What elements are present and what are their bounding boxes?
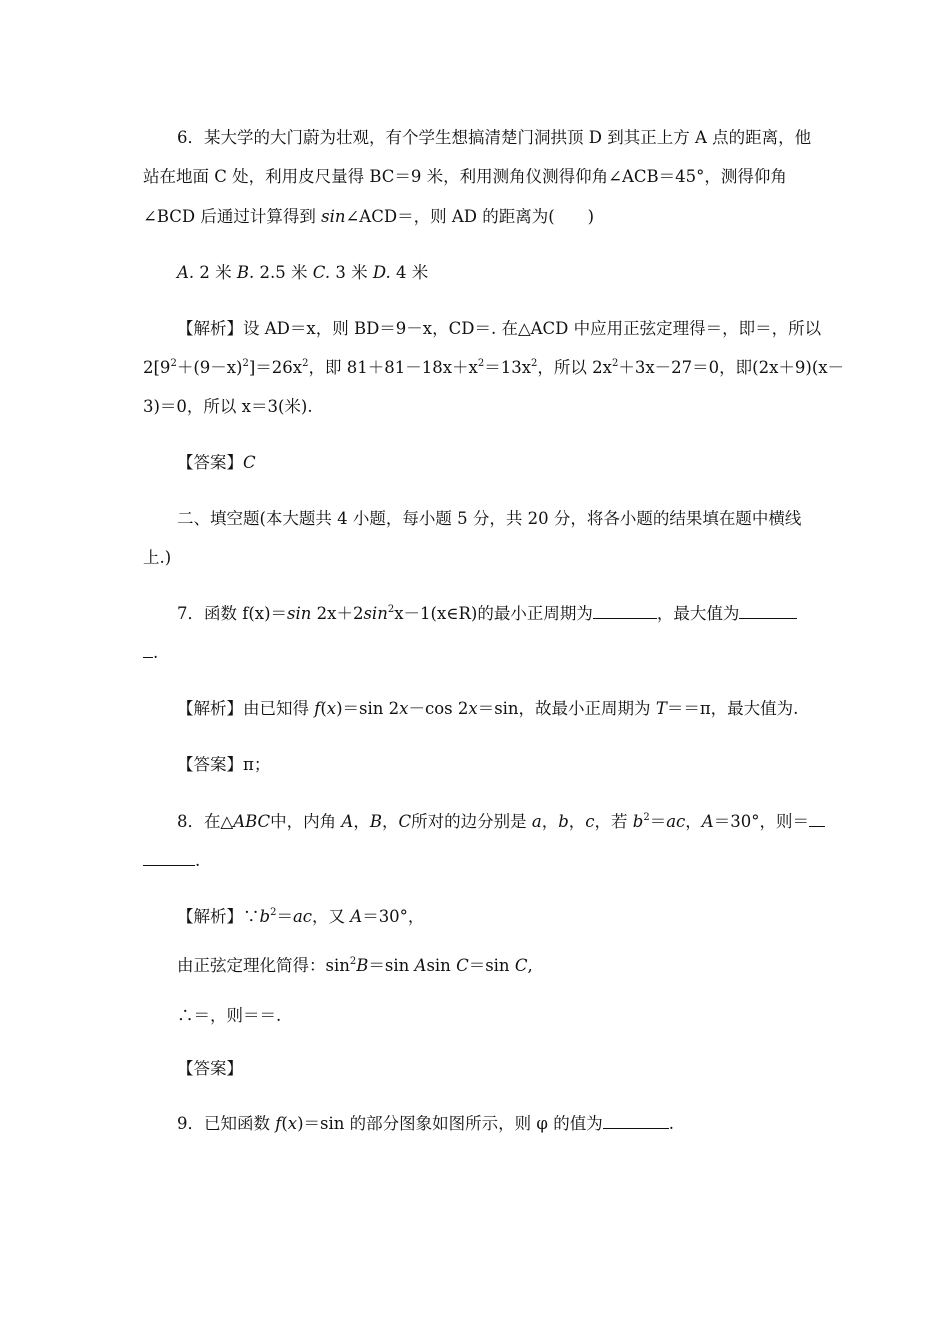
option-a-letter: A. — [177, 263, 195, 282]
q6-line-1: 6．某大学的大门蔚为壮观，有个学生想搞清楚门洞拱顶 D 到其正上方 A 点的距离，他 — [177, 128, 812, 147]
q6-line-2: 站在地面 C 处，利用皮尺量得 BC＝9 米，利用测角仪测得仰角∠ACB＝45°，测得仰角 — [143, 167, 787, 186]
q8-answer: 【答案】 — [177, 1059, 243, 1078]
q8-blank[interactable] — [809, 811, 825, 827]
q7-analysis: 【解析】由已知得 f(x)＝sin 2x－cos 2x＝sin，故最小正周期为 T＝＝π，最大值为. — [177, 699, 799, 718]
q9-line-1: 9．已知函数 f(x)＝sin 的部分图象如图所示，则 φ 的值为 . — [177, 1114, 674, 1133]
q8-simplify: 由正弦定理化简得：$\sin^2B=\sin$ Asin C＝sin C, — [177, 956, 533, 975]
q7-answer: 【答案】π； — [177, 755, 271, 774]
q7-line-1: 7．函数 f(x)＝sin $2x+2\sin^2x-1(x\in R)$的最小正周期为 ，最大值为 — [177, 603, 797, 625]
q8-blank-cont[interactable] — [143, 850, 195, 866]
q8-therefore: ∴＝，则＝＝. — [177, 1006, 282, 1025]
option-d-text: 4 米 — [390, 263, 429, 282]
q8-analysis: 【解析】$\because b^2=ac$，又 A＝30°， — [177, 907, 425, 926]
q6-answer: 【答案】C — [177, 453, 256, 472]
q7-blank-max[interactable] — [739, 603, 797, 619]
q6-options — [177, 262, 428, 284]
q6-analysis-line-1: 【解析】设 AD＝x，则 BD＝9－x，CD＝. 在△ACD 中应用正弦定理得＝，即＝，所以 — [177, 319, 822, 338]
q7-line-2: . — [143, 642, 158, 664]
q6-analysis-line-2: $2[9^2+(9-x)^2]=26x^2$，即 $81+81-18x+x^2=13x^2$，所以 $2x^2+3x-27=0$，即(2x＋9)(x－ — [143, 358, 845, 377]
q8-line-2: . — [143, 850, 200, 872]
q6-line-3: ∠BCD 后通过计算得到 sin∠ACD＝，则 AD 的距离为( ) — [143, 207, 595, 226]
q8-line-1: 8．在△ABC中，内角 A，B，C所对的边分别是 a，b，c，若 $b^2=ac$，A＝30°，则＝ — [177, 811, 825, 833]
section-2-heading: 二、填空题(本大题共 4 小题，每小题 5 分，共 20 分，将各小题的结果填在题中横线 — [177, 509, 802, 528]
option-c-text: 3 米 — [330, 263, 368, 282]
option-b-letter: B. — [236, 263, 255, 282]
q7-blank-period[interactable] — [593, 603, 657, 619]
option-a-text: 2 米 — [194, 263, 232, 282]
q9-blank[interactable] — [603, 1113, 669, 1129]
option-c-letter: C. — [312, 263, 331, 282]
section-2-heading-cont: 上.) — [143, 548, 172, 567]
option-b-text: 2.5 米 — [254, 263, 308, 282]
option-d-letter: D. — [372, 263, 391, 282]
q6-analysis-line-3: 3)＝0，所以 x＝3(米). — [143, 397, 313, 416]
q7-blank-max-cont[interactable] — [143, 642, 153, 658]
